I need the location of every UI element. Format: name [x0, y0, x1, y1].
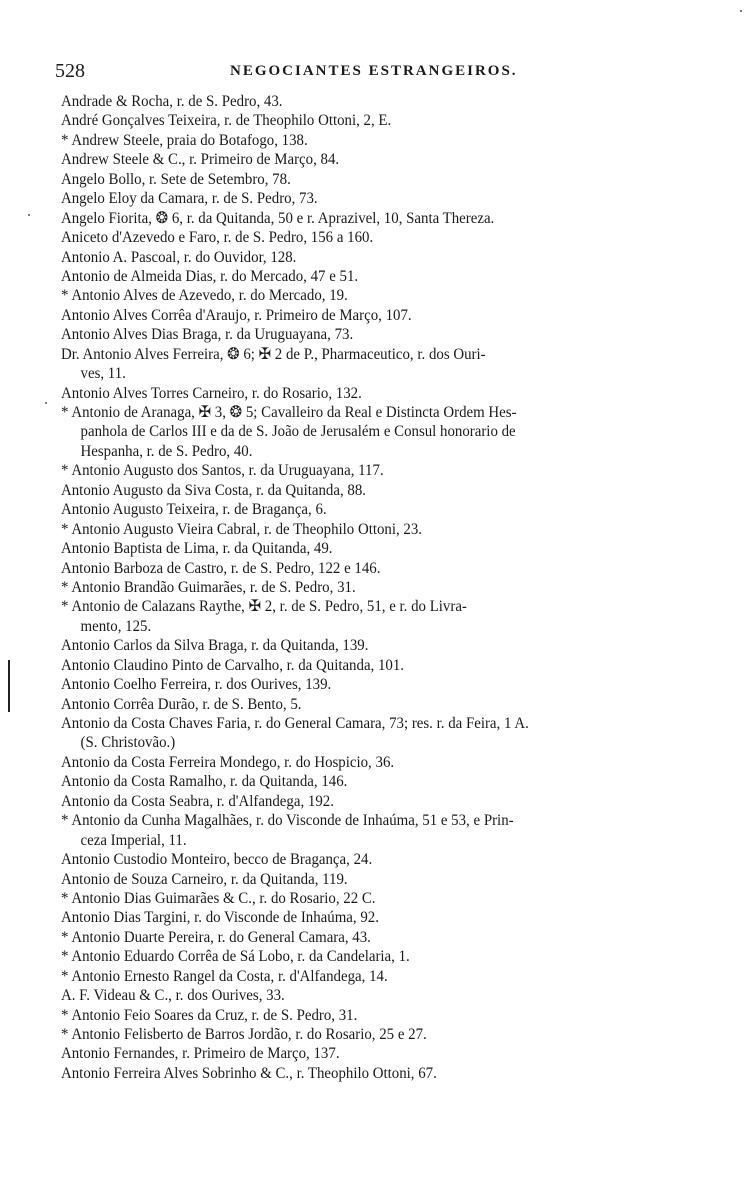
directory-entry — [61, 345, 721, 384]
directory-entry — [61, 578, 721, 597]
entry-continuation-line: Hespanha, r. de S. Pedro, 40. — [80, 442, 253, 460]
directory-entry — [61, 947, 721, 966]
directory-entry — [61, 986, 721, 1005]
entry-line: Antonio Alves Corrêa d'Araujo, r. Primeiro de Março, 107. — [61, 306, 412, 324]
entry-line: * Antonio Augusto Vieira Cabral, r. de Theophilo Ottoni, 23. — [61, 520, 423, 538]
running-title: NEGOCIANTES ESTRANGEIROS. — [230, 63, 518, 79]
directory-entry — [61, 111, 721, 130]
directory-entry — [61, 500, 721, 519]
entry-line: Antonio Coelho Ferreira, r. dos Ourives, 139. — [61, 676, 332, 694]
directory-entry — [61, 1044, 721, 1063]
entry-line: * Antonio Alves de Azevedo, r. do Mercado, 19. — [61, 287, 348, 305]
entry-line: * Antonio da Cunha Magalhães, r. do Visconde de Inhaúma, 51 e 53, e Prin- — [61, 812, 514, 830]
entry-line: * Antonio Brandão Guimarães, r. de S. Pedro, 31. — [61, 578, 356, 596]
speck — [740, 10, 742, 12]
entry-line: * Antonio Feio Soares da Cruz, r. de S. Pedro, 31. — [61, 1006, 358, 1024]
directory-entry — [61, 461, 721, 480]
directory-entry — [61, 150, 721, 169]
entry-line: Aniceto d'Azevedo e Faro, r. de S. Pedro, 156 a 160. — [61, 229, 374, 247]
directory-entry — [61, 870, 721, 889]
directory-entry — [61, 520, 721, 539]
entry-line: Antonio Claudino Pinto de Carvalho, r. da Quitanda, 101. — [61, 656, 405, 674]
entry-line: * Antonio Ernesto Rangel da Costa, r. d'Alfandega, 14. — [61, 967, 388, 985]
directory-entry — [61, 850, 721, 869]
entry-line: Dr. Antonio Alves Ferreira, ❂ 6; ✠ 2 de P., Pharmaceutico, r. dos Ouri- — [61, 345, 486, 363]
directory-entry — [61, 597, 721, 636]
entry-line: Antonio da Costa Ramalho, r. da Quitanda, 146. — [61, 773, 348, 791]
directory-entry — [61, 928, 721, 947]
entry-line: Antonio Custodio Monteiro, becco de Bragança, 24. — [61, 851, 373, 869]
entry-line: Antonio Augusto Teixeira, r. de Bragança, 6. — [61, 501, 327, 519]
entry-line: Antonio Baptista de Lima, r. da Quitanda, 49. — [61, 540, 333, 558]
entry-line: Antonio de Souza Carneiro, r. da Quitanda, 119. — [61, 870, 348, 888]
entry-line: Antonio Ferreira Alves Sobrinho & C., r. Theophilo Ottoni, 67. — [61, 1064, 437, 1082]
directory-entries — [61, 92, 721, 1083]
directory-entry — [61, 675, 721, 694]
directory-entry — [61, 656, 721, 675]
directory-entry — [61, 792, 721, 811]
directory-entry — [61, 403, 721, 461]
directory-entry — [61, 695, 721, 714]
entry-line: * Antonio Duarte Pereira, r. do General Camara, 43. — [61, 928, 371, 946]
directory-entry — [61, 1064, 721, 1083]
directory-entry — [61, 889, 721, 908]
directory-entry — [61, 306, 721, 325]
entry-line: Angelo Eloy da Camara, r. de S. Pedro, 73. — [61, 190, 318, 208]
entry-line: Antonio Carlos da Silva Braga, r. da Quitanda, 139. — [61, 637, 369, 655]
entry-line: André Gonçalves Teixeira, r. de Theophilo Ottoni, 2, E. — [61, 112, 392, 130]
entry-line: * Antonio de Calazans Raythe, ✠ 2, r. de S. Pedro, 51, e r. do Livra- — [61, 598, 467, 616]
entry-line: * Antonio Eduardo Corrêa de Sá Lobo, r. da Candelaria, 1. — [61, 948, 410, 966]
directory-entry — [61, 967, 721, 986]
entry-continuation-line: panhola de Carlos III e da de S. João de Jerusalém e Consul honorario de — [80, 423, 516, 441]
directory-entry — [61, 772, 721, 791]
entry-line: Antonio Alves Dias Braga, r. da Uruguayana, 73. — [61, 326, 354, 344]
entry-line: * Andrew Steele, praia do Botafogo, 138. — [61, 131, 308, 149]
directory-entry — [61, 714, 721, 753]
directory-entry — [61, 228, 721, 247]
directory-entry — [61, 811, 721, 850]
entry-line: Angelo Fiorita, ❂ 6, r. da Quitanda, 50 e r. Aprazivel, 10, Santa Thereza. — [61, 209, 495, 227]
entry-line: Andrew Steele & C., r. Primeiro de Março, 84. — [61, 151, 340, 169]
speck — [28, 214, 30, 216]
entry-line: Antonio da Costa Seabra, r. d'Alfandega, 192. — [61, 792, 334, 810]
directory-entry — [61, 636, 721, 655]
entry-continuation-line: (S. Christovão.) — [80, 734, 176, 752]
entry-line: Antonio de Almeida Dias, r. do Mercado, 47 e 51. — [61, 267, 359, 285]
directory-entry — [61, 753, 721, 772]
entry-line: Antonio Dias Targini, r. do Visconde de Inhaúma, 92. — [61, 909, 379, 927]
entry-line: * Antonio Augusto dos Santos, r. da Uruguayana, 117. — [61, 462, 384, 480]
directory-entry — [61, 908, 721, 927]
entry-continuation-line: mento, 125. — [80, 617, 152, 635]
directory-entry — [61, 131, 721, 150]
entry-line: Antonio Augusto da Siva Costa, r. da Quitanda, 88. — [61, 481, 367, 499]
directory-entry — [61, 384, 721, 403]
entry-continuation-line: ves, 11. — [80, 365, 126, 383]
directory-entry — [61, 1025, 721, 1044]
directory-entry — [61, 325, 721, 344]
entry-line: Andrade & Rocha, r. de S. Pedro, 43. — [61, 93, 283, 110]
speck — [45, 402, 47, 404]
directory-entry — [61, 559, 721, 578]
entry-line: Antonio Alves Torres Carneiro, r. do Rosario, 132. — [61, 384, 362, 402]
entry-line: * Antonio Felisberto de Barros Jordão, r. do Rosario, 25 e 27. — [61, 1026, 427, 1043]
entry-line: Antonio Fernandes, r. Primeiro de Março, 137. — [61, 1045, 340, 1063]
directory-entry — [61, 92, 721, 111]
entry-line: Antonio da Costa Ferreira Mondego, r. do Hospicio, 36. — [61, 753, 395, 771]
entry-line: * Antonio de Aranaga, ✠ 3, ❂ 5; Cavalleiro da Real e Distincta Ordem Hes- — [61, 404, 517, 421]
page-number: 528 — [55, 60, 85, 82]
entry-continuation-line: ceza Imperial, 11. — [80, 831, 187, 849]
directory-entry — [61, 481, 721, 500]
directory-entry — [61, 539, 721, 558]
directory-entry — [61, 209, 721, 228]
directory-entry — [61, 267, 721, 286]
entry-line: Antonio Barboza de Castro, r. de S. Pedro, 122 e 146. — [61, 559, 381, 577]
directory-entry — [61, 286, 721, 305]
entry-line: Antonio Corrêa Durão, r. de S. Bento, 5. — [61, 695, 302, 713]
entry-line: A. F. Videau & C., r. dos Ourives, 33. — [61, 987, 285, 1005]
directory-entry — [61, 170, 721, 189]
directory-entry — [61, 189, 721, 208]
margin-mark — [8, 660, 10, 712]
entry-line: Antonio da Costa Chaves Faria, r. do General Camara, 73; res. r. da Feira, 1 A. — [61, 715, 529, 732]
directory-entry — [61, 248, 721, 267]
entry-line: Angelo Bollo, r. Sete de Setembro, 78. — [61, 170, 291, 188]
entry-line: Antonio A. Pascoal, r. do Ouvidor, 128. — [61, 248, 297, 266]
directory-entry — [61, 1006, 721, 1025]
entry-line: * Antonio Dias Guimarães & C., r. do Rosario, 22 C. — [61, 889, 376, 907]
